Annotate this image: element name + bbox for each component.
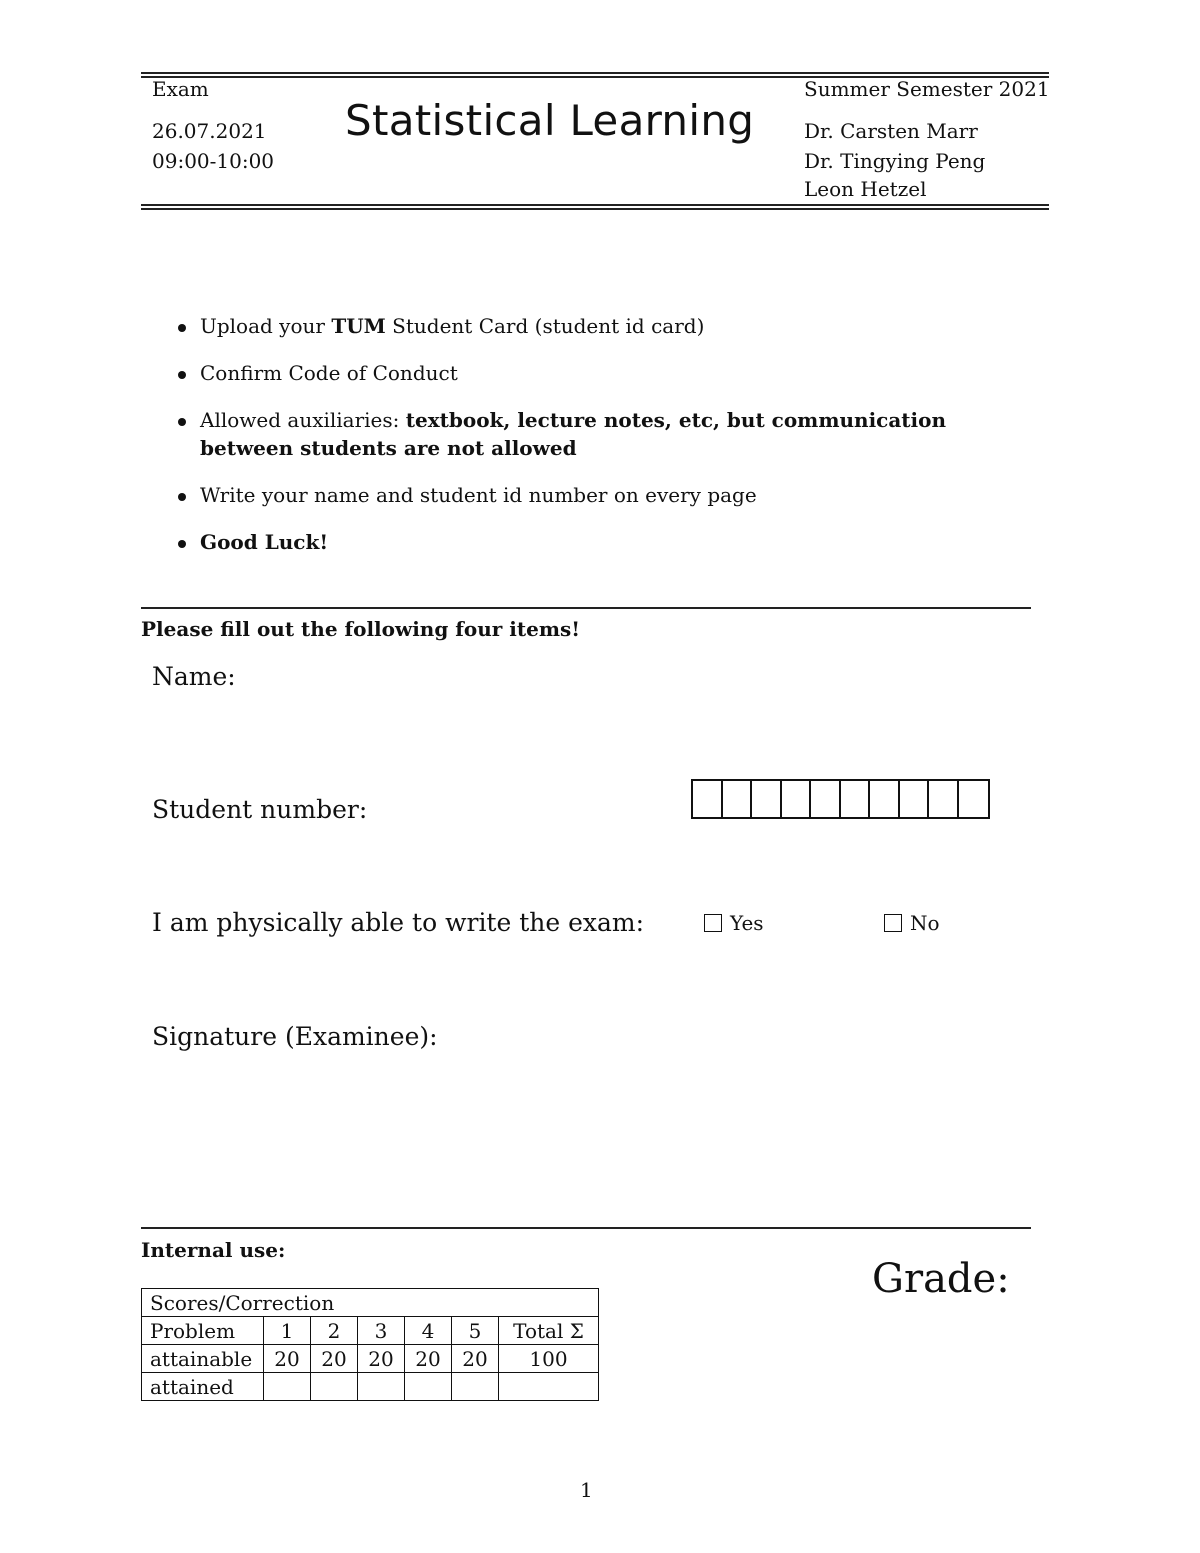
student-number-digit[interactable] bbox=[693, 781, 723, 817]
grade-label: Grade: bbox=[872, 1256, 1010, 1302]
problem-number: 4 bbox=[405, 1317, 452, 1345]
problem-number: 2 bbox=[311, 1317, 358, 1345]
student-number-digit[interactable] bbox=[841, 781, 871, 817]
instruction-auxiliaries: Allowed auxiliaries: textbook, lecture notes, etc, but communication between students are not allowed bbox=[176, 406, 1036, 462]
yes-label: Yes bbox=[730, 911, 764, 935]
table-title: Scores/Correction bbox=[142, 1289, 599, 1317]
attained-cell[interactable] bbox=[499, 1373, 599, 1401]
attained-label: attained bbox=[142, 1373, 264, 1401]
signature-label: Signature (Examinee): bbox=[152, 1022, 438, 1051]
staff-2: Dr. Tingying Peng bbox=[804, 149, 986, 173]
attained-cell[interactable] bbox=[452, 1373, 499, 1401]
student-number-boxes[interactable] bbox=[691, 779, 990, 819]
attainable-value: 20 bbox=[452, 1345, 499, 1373]
checkbox-square-icon[interactable] bbox=[704, 914, 722, 932]
instruction-write-name: Write your name and student id number on every page bbox=[176, 481, 1036, 509]
staff-1: Dr. Carsten Marr bbox=[804, 119, 978, 143]
name-label: Name: bbox=[152, 662, 236, 691]
total-label: Total Σ bbox=[499, 1317, 599, 1345]
no-label: No bbox=[910, 911, 940, 935]
internal-heading: Internal use: bbox=[141, 1238, 286, 1262]
student-number-digit[interactable] bbox=[752, 781, 782, 817]
attained-cell[interactable] bbox=[264, 1373, 311, 1401]
exam-label: Exam bbox=[152, 77, 209, 101]
no-checkbox[interactable] bbox=[884, 911, 940, 935]
checkbox-square-icon[interactable] bbox=[884, 914, 902, 932]
instructions-list bbox=[176, 312, 1036, 575]
student-number-digit[interactable] bbox=[959, 781, 989, 817]
attained-cell[interactable] bbox=[311, 1373, 358, 1401]
instruction-confirm: Confirm Code of Conduct bbox=[176, 359, 1036, 387]
attainable-value: 20 bbox=[264, 1345, 311, 1373]
table-row bbox=[142, 1373, 599, 1401]
attainable-value: 20 bbox=[405, 1345, 452, 1373]
page-number: 1 bbox=[580, 1478, 593, 1502]
student-number-label: Student number: bbox=[152, 795, 368, 824]
student-number-digit[interactable] bbox=[811, 781, 841, 817]
header-bottom-rule bbox=[141, 204, 1049, 206]
table-row bbox=[142, 1289, 599, 1317]
semester: Summer Semester 2021 bbox=[804, 77, 1050, 101]
yes-checkbox[interactable] bbox=[704, 911, 764, 935]
attainable-value: 20 bbox=[358, 1345, 405, 1373]
problem-number: 5 bbox=[452, 1317, 499, 1345]
table-row bbox=[142, 1345, 599, 1373]
problem-label: Problem bbox=[142, 1317, 264, 1345]
table-row bbox=[142, 1317, 599, 1345]
page-title: Statistical Learning bbox=[345, 96, 755, 145]
student-number-digit[interactable] bbox=[723, 781, 753, 817]
attained-cell[interactable] bbox=[405, 1373, 452, 1401]
form-heading: Please fill out the following four items! bbox=[141, 617, 581, 641]
header-bottom-rule-2 bbox=[141, 208, 1049, 210]
exam-date: 26.07.2021 bbox=[152, 119, 267, 143]
student-number-digit[interactable] bbox=[900, 781, 930, 817]
form-divider bbox=[141, 607, 1031, 609]
attainable-total: 100 bbox=[499, 1345, 599, 1373]
instruction-upload: Upload your TUM Student Card (student id card) bbox=[176, 312, 1036, 340]
physically-able-label: I am physically able to write the exam: bbox=[152, 908, 645, 937]
attainable-value: 20 bbox=[311, 1345, 358, 1373]
problem-number: 3 bbox=[358, 1317, 405, 1345]
problem-number: 1 bbox=[264, 1317, 311, 1345]
instruction-good-luck: Good Luck! bbox=[176, 528, 1036, 556]
student-number-digit[interactable] bbox=[782, 781, 812, 817]
exam-time: 09:00-10:00 bbox=[152, 149, 275, 173]
scores-table bbox=[141, 1288, 599, 1401]
attained-cell[interactable] bbox=[358, 1373, 405, 1401]
student-number-digit[interactable] bbox=[929, 781, 959, 817]
attainable-label: attainable bbox=[142, 1345, 264, 1373]
internal-divider bbox=[141, 1227, 1031, 1229]
staff-3: Leon Hetzel bbox=[804, 177, 927, 201]
student-number-digit[interactable] bbox=[870, 781, 900, 817]
